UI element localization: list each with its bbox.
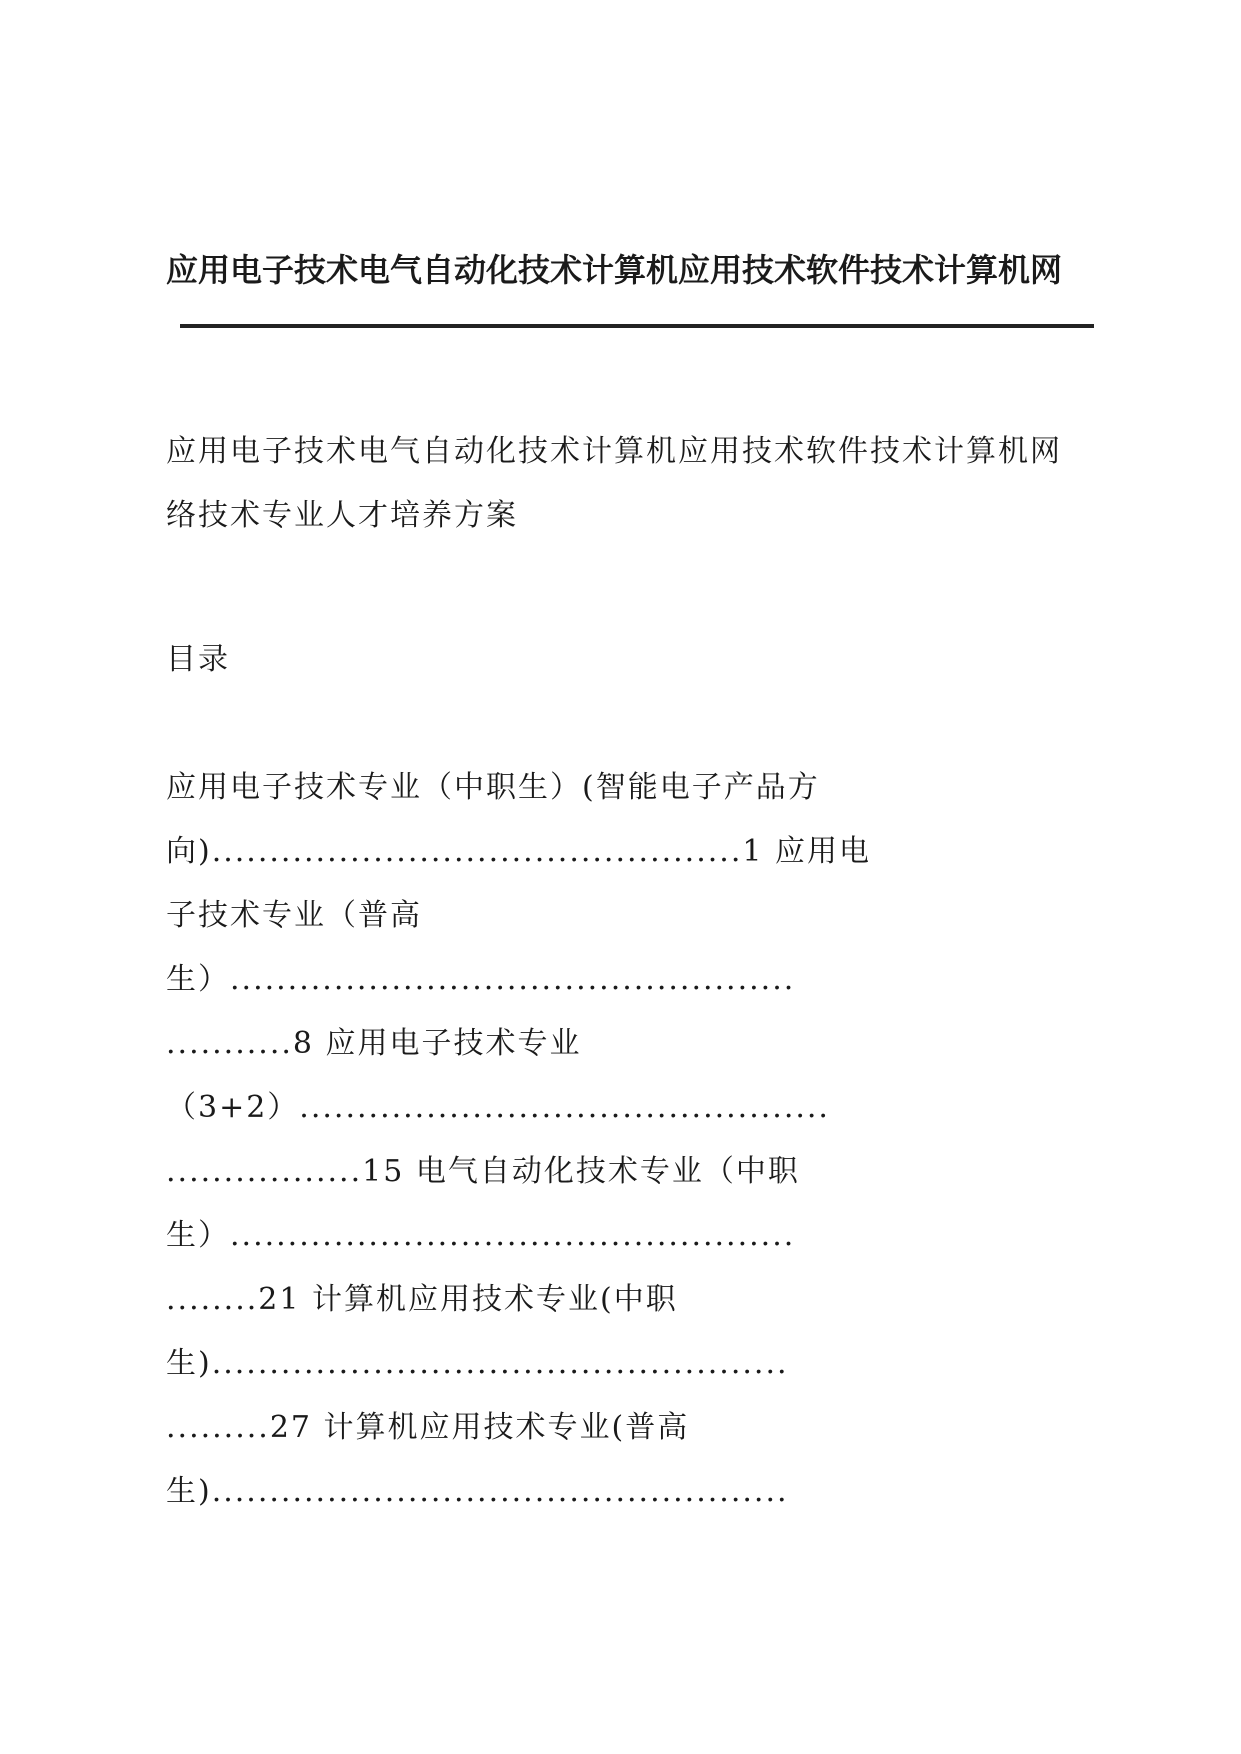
toc-line-9: ........21 计算机应用技术专业(中职	[166, 1282, 678, 1317]
toc-line-12: 生)..................................................	[166, 1474, 789, 1509]
document-body	[166, 420, 1096, 1524]
toc-line-5: ...........8 应用电子技术专业	[166, 1026, 582, 1061]
document-title-line-1: 应用电子技术电气自动化技术计算机应用技术软件技术计算机网	[166, 434, 1062, 469]
toc-line-6: （3+2）..............................................	[166, 1090, 830, 1125]
toc-line-3: 子技术专业（普高	[166, 898, 422, 933]
document-title-line-2: 络技术专业人才培养方案	[166, 498, 518, 533]
toc-line-10: 生)..................................................	[166, 1346, 789, 1381]
toc-line-2: 向)..............................................1 应用电	[166, 834, 871, 869]
toc-line-1: 应用电子技术专业（中职生）(智能电子产品方	[166, 770, 820, 805]
header-double-rule	[180, 324, 1094, 328]
toc-line-4: 生）.................................................	[166, 962, 796, 997]
toc-heading: 目录	[166, 642, 230, 677]
toc-line-7: .................15 电气自动化技术专业（中职	[166, 1154, 800, 1189]
toc-line-11: .........27 计算机应用技术专业(普高	[166, 1410, 690, 1445]
page-header-title: 应用电子技术电气自动化技术计算机应用技术软件技术计算机网	[166, 251, 1063, 289]
toc-line-8: 生）.................................................	[166, 1218, 796, 1253]
